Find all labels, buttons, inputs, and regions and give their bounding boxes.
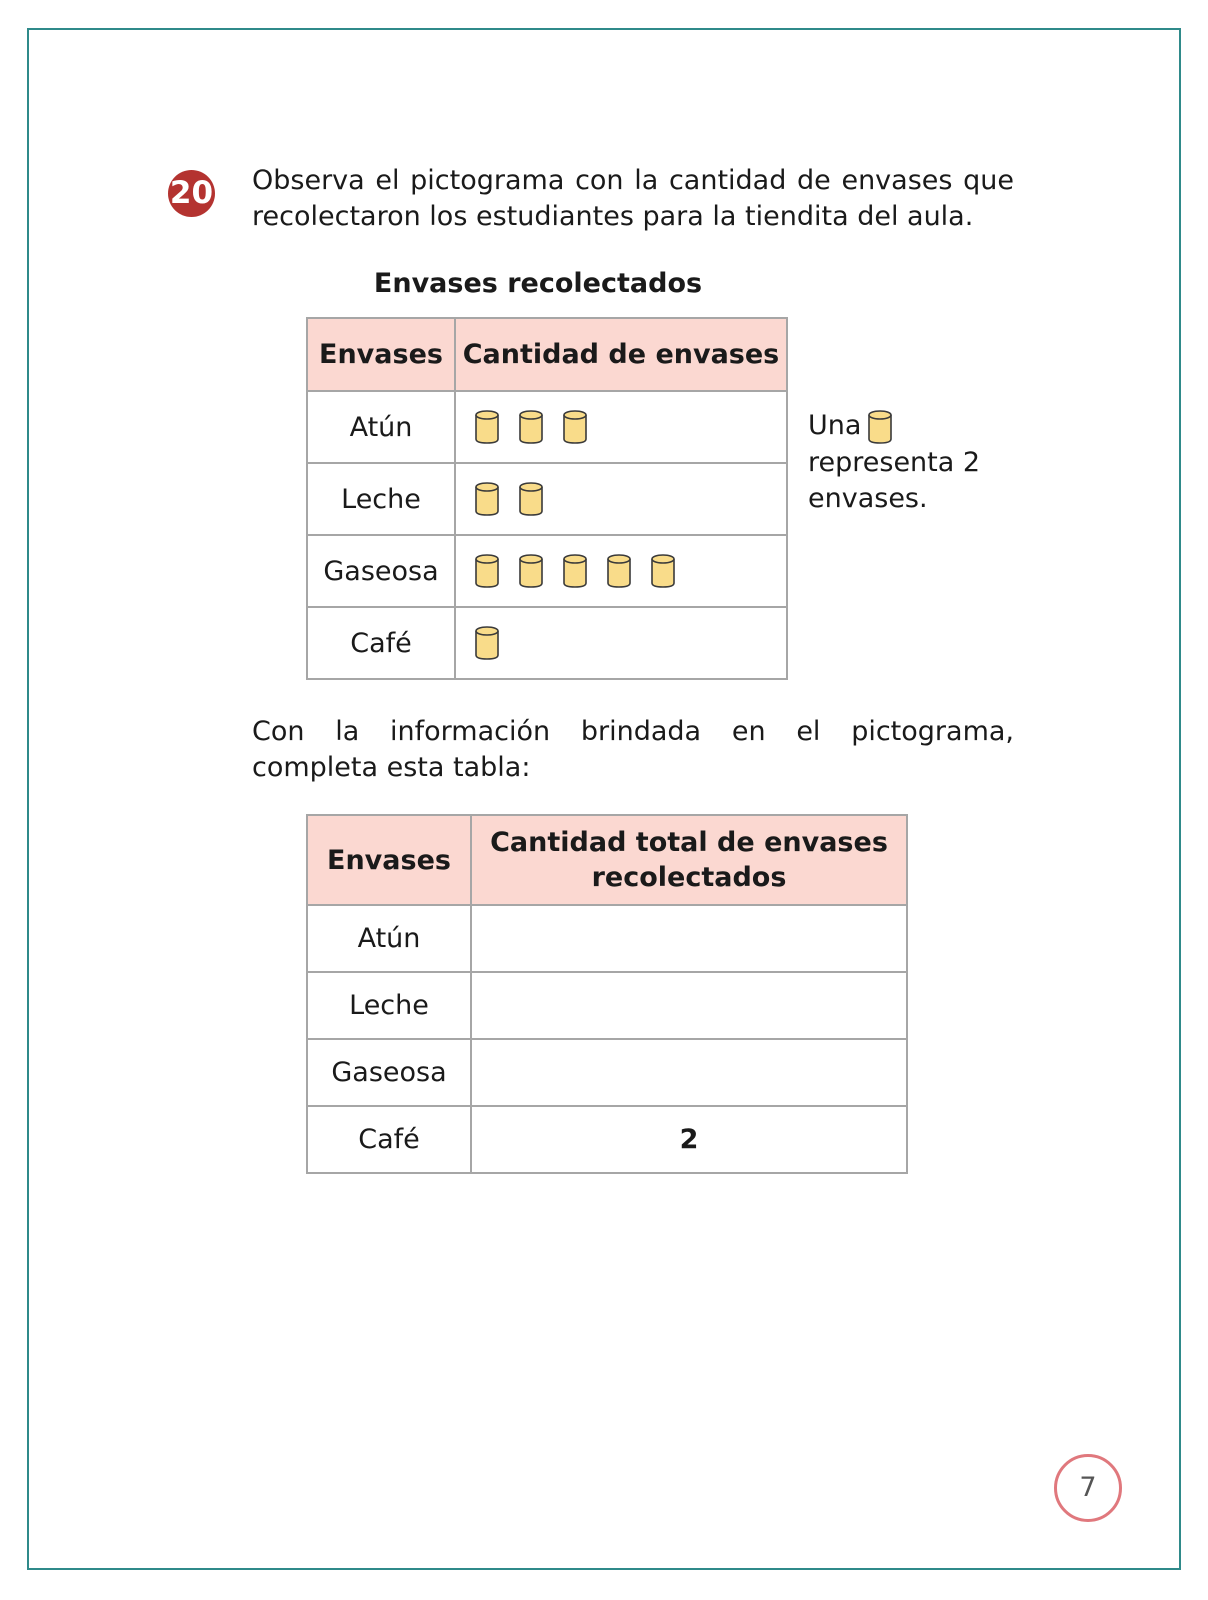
legend-text-una: Una (808, 410, 862, 441)
answer-row-label: Café (307, 1106, 471, 1173)
pictogram-row (307, 391, 787, 463)
pictogram-row-label: Café (307, 607, 455, 679)
pictogram-row (307, 607, 787, 679)
can-icon (518, 481, 544, 517)
answer-row (307, 972, 907, 1039)
can-icon (474, 625, 500, 661)
pictogram-header-envases: Envases (307, 318, 455, 391)
can-icon (867, 409, 893, 445)
answer-row (307, 905, 907, 972)
answer-value-cell[interactable] (471, 1039, 907, 1106)
pictogram-row-icons (455, 463, 787, 535)
answer-row-label: Gaseosa (307, 1039, 471, 1106)
pictogram-header-row (307, 318, 787, 391)
can-icon (650, 553, 676, 589)
answer-row-label: Leche (307, 972, 471, 1039)
page-number: 7 (1054, 1454, 1122, 1522)
answer-value-cell[interactable] (471, 905, 907, 972)
instruction-text: Con la información brindada en el pictograma, completa esta tabla: (252, 716, 1014, 783)
pictogram-legend (808, 408, 980, 517)
can-icon (518, 409, 544, 445)
pictogram-title: Envases recolectados (373, 268, 703, 299)
answer-value-cell[interactable] (471, 972, 907, 1039)
question-number-badge: 20 (168, 170, 215, 217)
answer-row-label: Atún (307, 905, 471, 972)
pictogram-row-label: Atún (307, 391, 455, 463)
pictogram-row-icons (455, 391, 787, 463)
page-frame (27, 28, 1181, 1570)
pictogram-table (306, 317, 788, 680)
can-icon (562, 553, 588, 589)
pictogram-row-label: Leche (307, 463, 455, 535)
answer-row (307, 1039, 907, 1106)
pictogram-row-icons (455, 607, 787, 679)
answer-header-envases: Envases (307, 815, 471, 905)
can-icon (518, 553, 544, 589)
legend-text-represents: representa 2 (808, 446, 981, 478)
can-icon (474, 553, 500, 589)
can-icon (562, 409, 588, 445)
answer-value-cell[interactable]: 2 (471, 1106, 907, 1173)
pictogram-header-cantidad: Cantidad de envases (455, 318, 787, 391)
pictogram-row (307, 535, 787, 607)
answer-header-total: Cantidad total de envases recolectados (471, 815, 907, 905)
answer-table (306, 814, 908, 1174)
legend-text-envases: envases. (808, 482, 928, 514)
answer-header-row (307, 815, 907, 905)
pictogram-row-icons (455, 535, 787, 607)
answer-row (307, 1106, 907, 1173)
question-intro: Observa el pictograma con la cantidad de envases que recolectaron los estudiantes para la tiendita del aula. (252, 165, 1014, 232)
can-icon (474, 409, 500, 445)
pictogram-row-label: Gaseosa (307, 535, 455, 607)
can-icon (606, 553, 632, 589)
can-icon (474, 481, 500, 517)
pictogram-row (307, 463, 787, 535)
